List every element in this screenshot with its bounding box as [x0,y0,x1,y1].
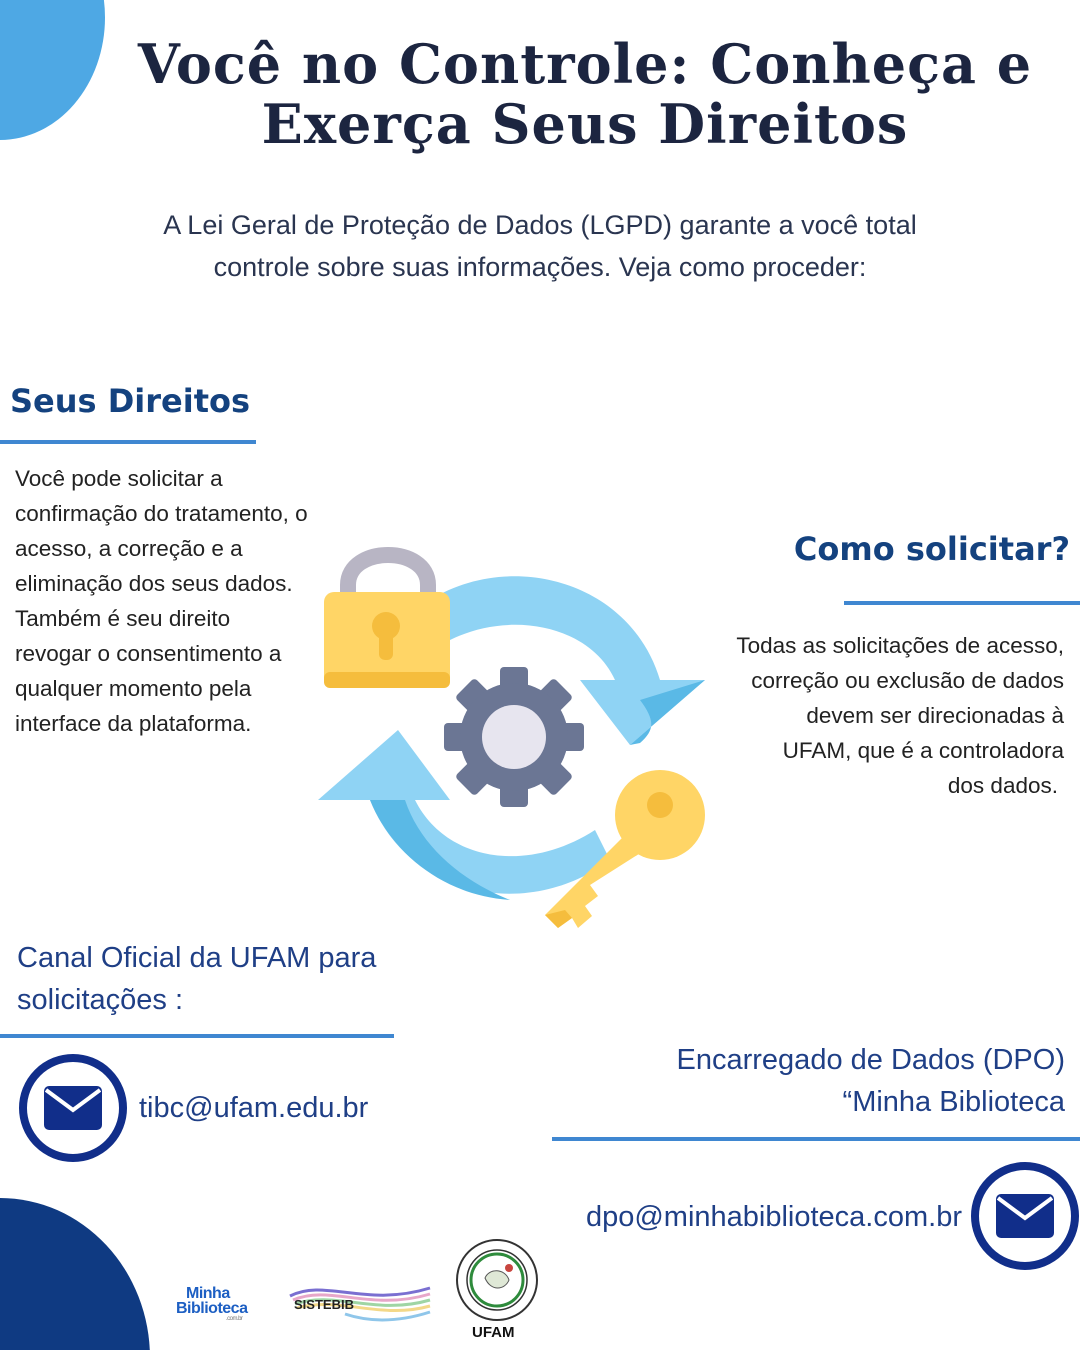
page-title [60,34,1080,154]
rights-line: revogar o consentimento a [15,641,282,666]
minha-biblioteca-logo [176,1286,256,1330]
security-illustration [310,530,730,940]
ufam-channel-label-line-1: Canal Oficial da UFAM para [17,942,377,974]
rights-heading: Seus Direitos [10,382,251,420]
rights-line: interface da plataforma. [15,711,252,736]
ufam-channel-label-line-2: solicitações : [17,984,184,1016]
rights-text [15,461,355,741]
how-line: Todas as solicitações de acesso, [736,633,1064,658]
dpo-divider [552,1137,1080,1141]
how-divider [844,601,1080,605]
ufam-channel-label [17,937,437,1021]
envelope-icon [994,1190,1056,1242]
title-line-2: Exerça Seus Direitos [261,92,909,156]
minha-logo-domain: .com.br [226,1316,243,1322]
intro-line-1: A Lei Geral de Proteção de Dados (LGPD) garante a você total [163,210,917,240]
rights-line: Você pode solicitar a [15,466,223,491]
envelope-icon [42,1082,104,1134]
intro-text [90,204,990,288]
how-heading: Como solicitar? [793,530,1070,568]
gear-icon [444,667,584,807]
how-line: dos dados. [947,773,1058,798]
how-line: devem ser direcionadas à [806,703,1064,728]
decorative-corner-bottom-left [0,1198,150,1350]
padlock-icon [324,555,450,688]
dpo-email-link[interactable]: dpo@minhabiblioteca.com.br [585,1201,962,1233]
rights-line: qualquer momento pela [15,676,252,701]
how-text [684,628,1064,803]
rights-line: confirmação do tratamento, o [15,501,308,526]
dpo-label-line-1: Encarregado de Dados (DPO) [676,1044,1065,1076]
rights-line: acesso, a correção e a [15,536,243,561]
ufam-logo-label: UFAM [472,1324,515,1341]
rights-line: eliminação dos seus dados. [15,571,293,596]
title-line-1: Você no Controle: Conheça e [137,32,1033,96]
ufam-mail-button[interactable] [19,1054,127,1162]
sistebib-logo-label: SISTEBIB [294,1297,354,1312]
ufam-email-link[interactable]: tibc@ufam.edu.br [139,1092,369,1124]
dpo-label-line-2: “Minha Biblioteca [842,1086,1065,1118]
how-line: UFAM, que é a controladora [782,738,1064,763]
how-line: correção ou exclusão de dados [751,668,1064,693]
rights-line: Também é seu direito [15,606,231,631]
rights-divider [0,440,256,444]
ufam-channel-divider [0,1034,394,1038]
dpo-label [605,1039,1065,1123]
minha-logo-line-2: Biblioteca [176,1300,248,1317]
ufam-seal-logo [455,1238,539,1322]
minha-logo-line-1: Minha [186,1285,230,1302]
intro-line-2: controle sobre suas informações. Veja como proceder: [213,252,867,282]
dpo-mail-button[interactable] [971,1162,1079,1270]
